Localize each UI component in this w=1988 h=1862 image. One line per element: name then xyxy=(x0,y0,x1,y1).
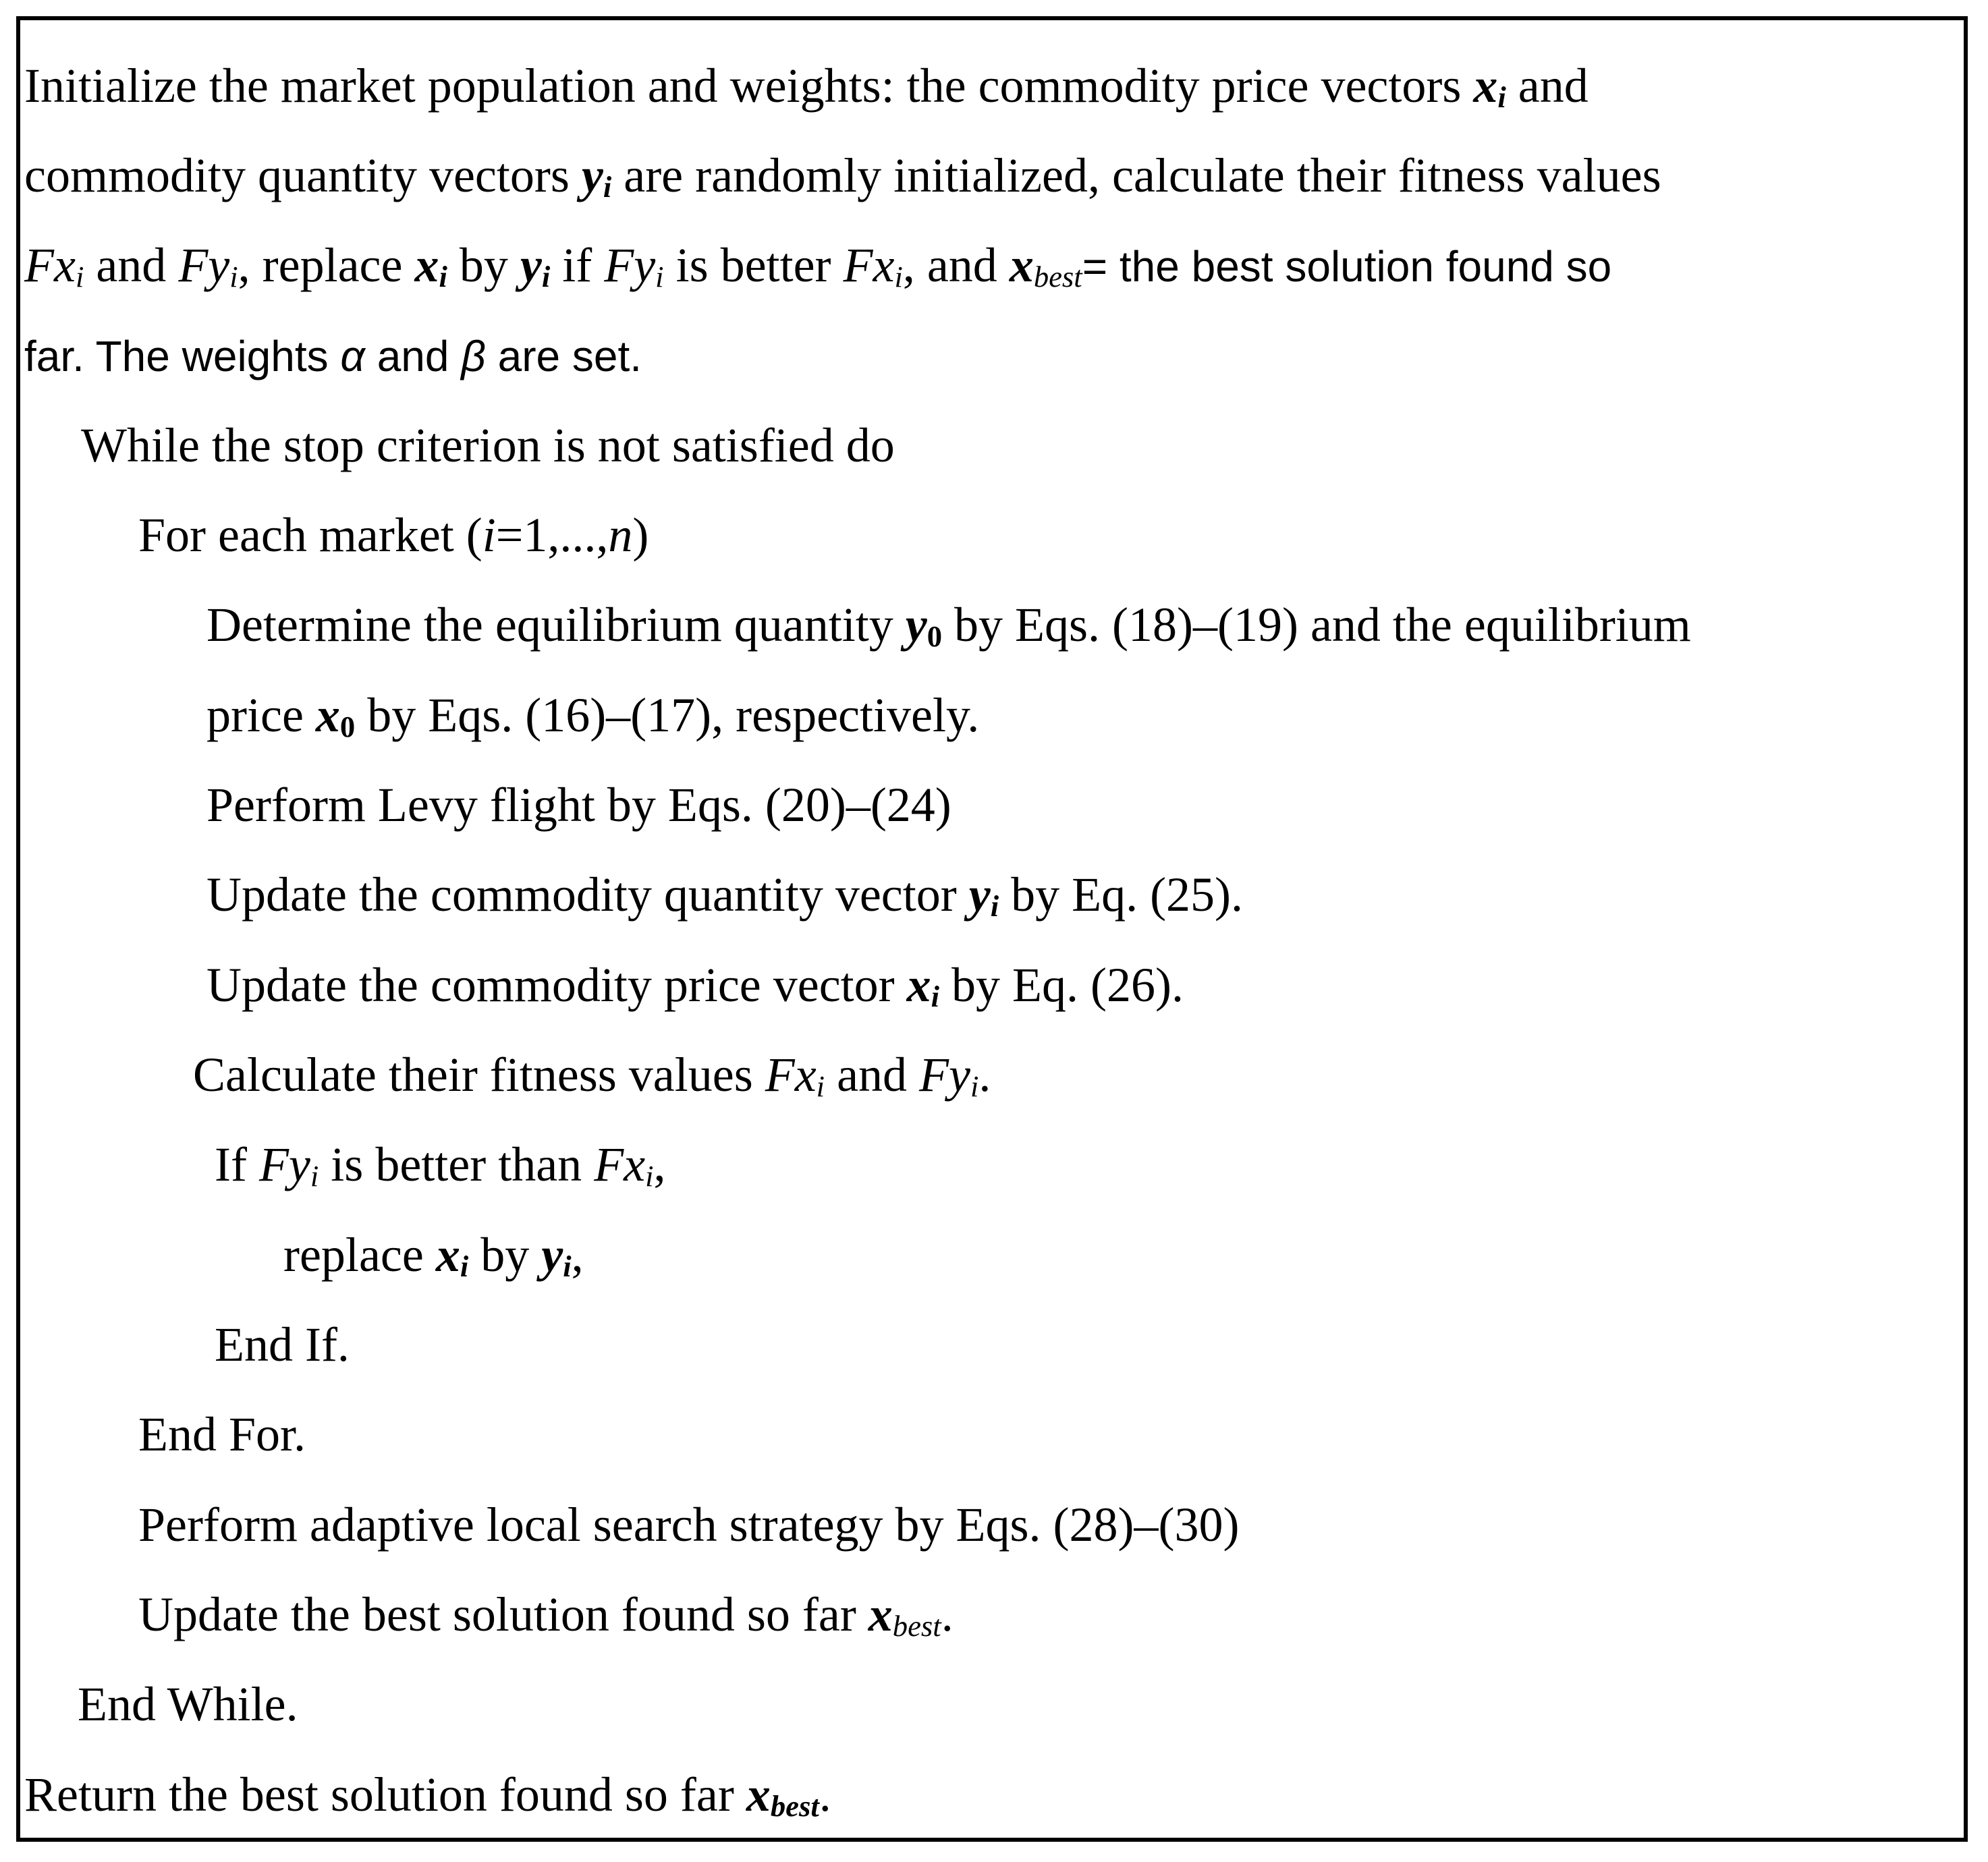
algo-line-14: replace xi by yi, xyxy=(283,1228,584,1284)
algo-line-4: far. The weights α and β are set. xyxy=(24,332,642,380)
algo-line-16: End For. xyxy=(138,1407,306,1461)
algo-line-13: If Fyi is better than Fxi, xyxy=(215,1137,666,1193)
algo-line-19: End While. xyxy=(78,1677,298,1731)
algo-line-18: Update the best solution found so far xbest. xyxy=(138,1587,954,1643)
algo-line-11: Update the commodity price vector xi by Eq. (26). xyxy=(206,958,1184,1014)
algo-line-1: Initialize the market population and weights: the commodity price vectors xi and xyxy=(24,59,1589,115)
algo-line-17: Perform adaptive local search strategy by Eqs. (28)–(30) xyxy=(138,1498,1240,1552)
algo-line-12: Calculate their fitness values Fxi and Fyi. xyxy=(193,1048,991,1104)
algo-line-9: Perform Levy flight by Eqs. (20)–(24) xyxy=(206,778,951,832)
algo-line-2: commodity quantity vectors yi are randomly initialized, calculate their fitness values xyxy=(24,148,1661,204)
algo-line-5: While the stop criterion is not satisfied do xyxy=(81,418,895,472)
algo-line-20: Return the best solution found so far xbest. xyxy=(24,1768,831,1824)
algorithm-box xyxy=(16,16,1968,1842)
algo-line-15: End If. xyxy=(215,1318,350,1372)
algo-line-10: Update the commodity quantity vector yi by Eq. (25). xyxy=(206,868,1244,924)
algo-line-3: Fxi and Fyi, replace xi by yi if Fyi is better Fxi, and xbest= the best solution found so xyxy=(24,238,1612,294)
algo-line-8: price x0 by Eqs. (16)–(17), respectively. xyxy=(206,688,980,744)
algo-line-6: For each market (i=1,...,n) xyxy=(138,508,649,562)
algo-line-7: Determine the equilibrium quantity y0 by Eqs. (18)–(19) and the equilibrium xyxy=(206,598,1691,654)
